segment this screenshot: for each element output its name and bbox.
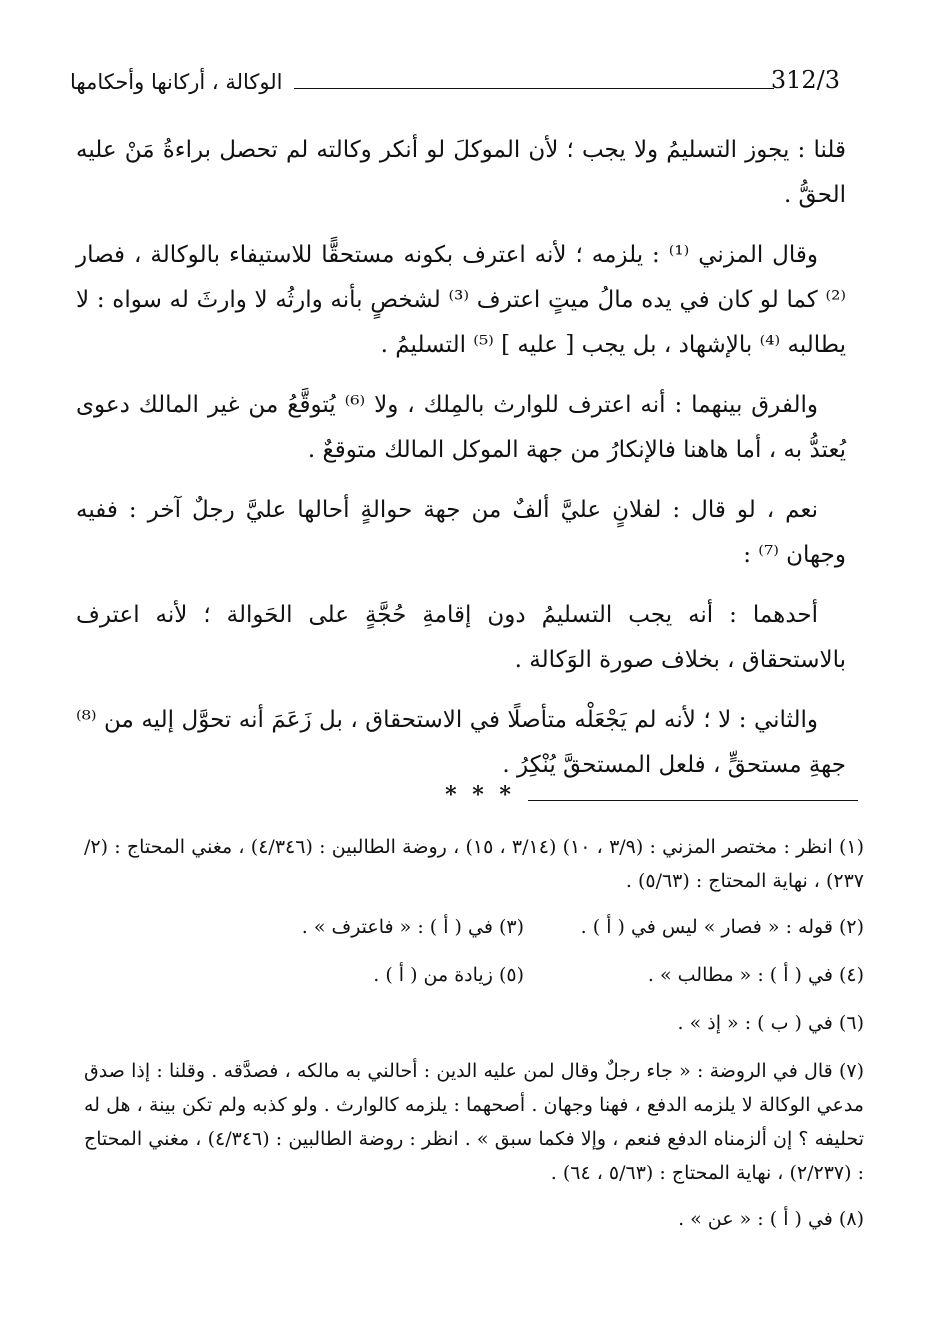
paragraph-2: وقال المزني ⁽¹⁾ : يلزمه ؛ لأنه اعترف بكونه مستحقًّا للاستيفاء بالوكالة ، فصار ⁽²⁾ كما لو كان في يده مالُ ميتٍ اعترف ⁽³⁾ لشخصٍ بأنه وارثُه لا وارثَ له سواه : لا يطالبه ⁽⁴⁾ بالإشهاد ، بل يجب [ عليه ] ⁽⁵⁾ التسليمُ . bbox=[76, 242, 846, 358]
running-title: الوكالة ، أركانها وأحكامها bbox=[70, 70, 283, 94]
paragraph-6: والثاني : لا ؛ لأنه لم يَجْعَلْه متأصلًا في الاستحقاق ، بل زَعَمَ أنه تحوَّل إليه من ⁽⁸⁾ جهةِ مستحقٍّ ، فلعل المستحقَّ يُنْكِرُ . bbox=[76, 707, 846, 778]
footnote-rule bbox=[528, 800, 858, 801]
footnote-8: (٨) في ( أ ) : « عن » . bbox=[678, 1208, 864, 1230]
paragraph-1: قلنا : يجوز التسليمُ ولا يجب ؛ لأن الموكلَ لو أنكر وكالته لم تحصل براءةُ مَنْ عليه الحقُّ . bbox=[76, 137, 846, 208]
footnote-2: (٢) قوله : « فصار » ليس في ( أ ) . bbox=[580, 916, 864, 938]
footnote-row-4-5 bbox=[84, 958, 864, 992]
main-text bbox=[76, 128, 846, 803]
paragraph-4: نعم ، لو قال : لفلانٍ عليَّ ألفٌ من جهة حوالةٍ أحالها عليَّ رجلٌ آخر : ففيه وجهان ⁽⁷⁾ : bbox=[76, 497, 846, 568]
footnote-7: (٧) قال في الروضة : « جاء رجلٌ وقال لمن عليه الدين : أحالني به مالكه ، فصدَّقه . وقلنا : إذا صدق مدعي الوكالة لا يلزمه الدفع ، فهنا وجهان . أصحهما : يلزمه كالوارث . ولو كذبه ولم تكن بينة ، هل له تحليفه ؟ إن ألزمناه الدفع فنعم ، وإلا فكما سبق » . انظر : روضة الطالبين : (٤/٣٤٦) ، مغني المحتاج : (٢/٢٣٧) ، نهاية المحتاج : (٥/٦٣ ، ٦٤) . bbox=[84, 1060, 864, 1184]
section-separator: * * * bbox=[445, 782, 515, 808]
footnote-4: (٤) في ( أ ) : « مطالب » . bbox=[647, 964, 864, 986]
footnote-3: (٣) في ( أ ) : « فاعترف » . bbox=[301, 916, 524, 938]
paragraph-5: أحدهما : أنه يجب التسليمُ دون إقامةِ حُجَّةٍ على الحَوالة ؛ لأنه اعترف بالاستحقاق ، بخلاف صورة الوَكالة . bbox=[76, 602, 846, 673]
footnote-5: (٥) زيادة من ( أ ) . bbox=[373, 964, 524, 986]
paragraph-3: والفرق بينهما : أنه اعترف للوارث بالمِلك ، ولا ⁽⁶⁾ يُتوقَّعُ من غير المالك دعوى يُعتدُّ به ، أما هاهنا فالإنكارُ من جهة الموكل المالك متوقعٌ . bbox=[76, 392, 846, 463]
footnote-row-6 bbox=[84, 1006, 864, 1040]
footnote-1: (١) انظر : مختصر المزني : (٣/٩ ، ١٠) (٣/١٤ ، ١٥) ، روضة الطالبين : (٤/٣٤٦) ، مغني المحتاج : (٢/ ٢٣٧) ، نهاية المحتاج : (٥/٦٣) . bbox=[84, 836, 865, 892]
page-number: 312/3 bbox=[770, 66, 840, 94]
footnotes bbox=[84, 830, 864, 1248]
footnote-6: (٦) في ( ب ) : « إذ » . bbox=[677, 1012, 864, 1034]
header-rule bbox=[294, 88, 774, 89]
footnote-row-2-3 bbox=[84, 910, 864, 944]
page-header bbox=[70, 62, 840, 102]
